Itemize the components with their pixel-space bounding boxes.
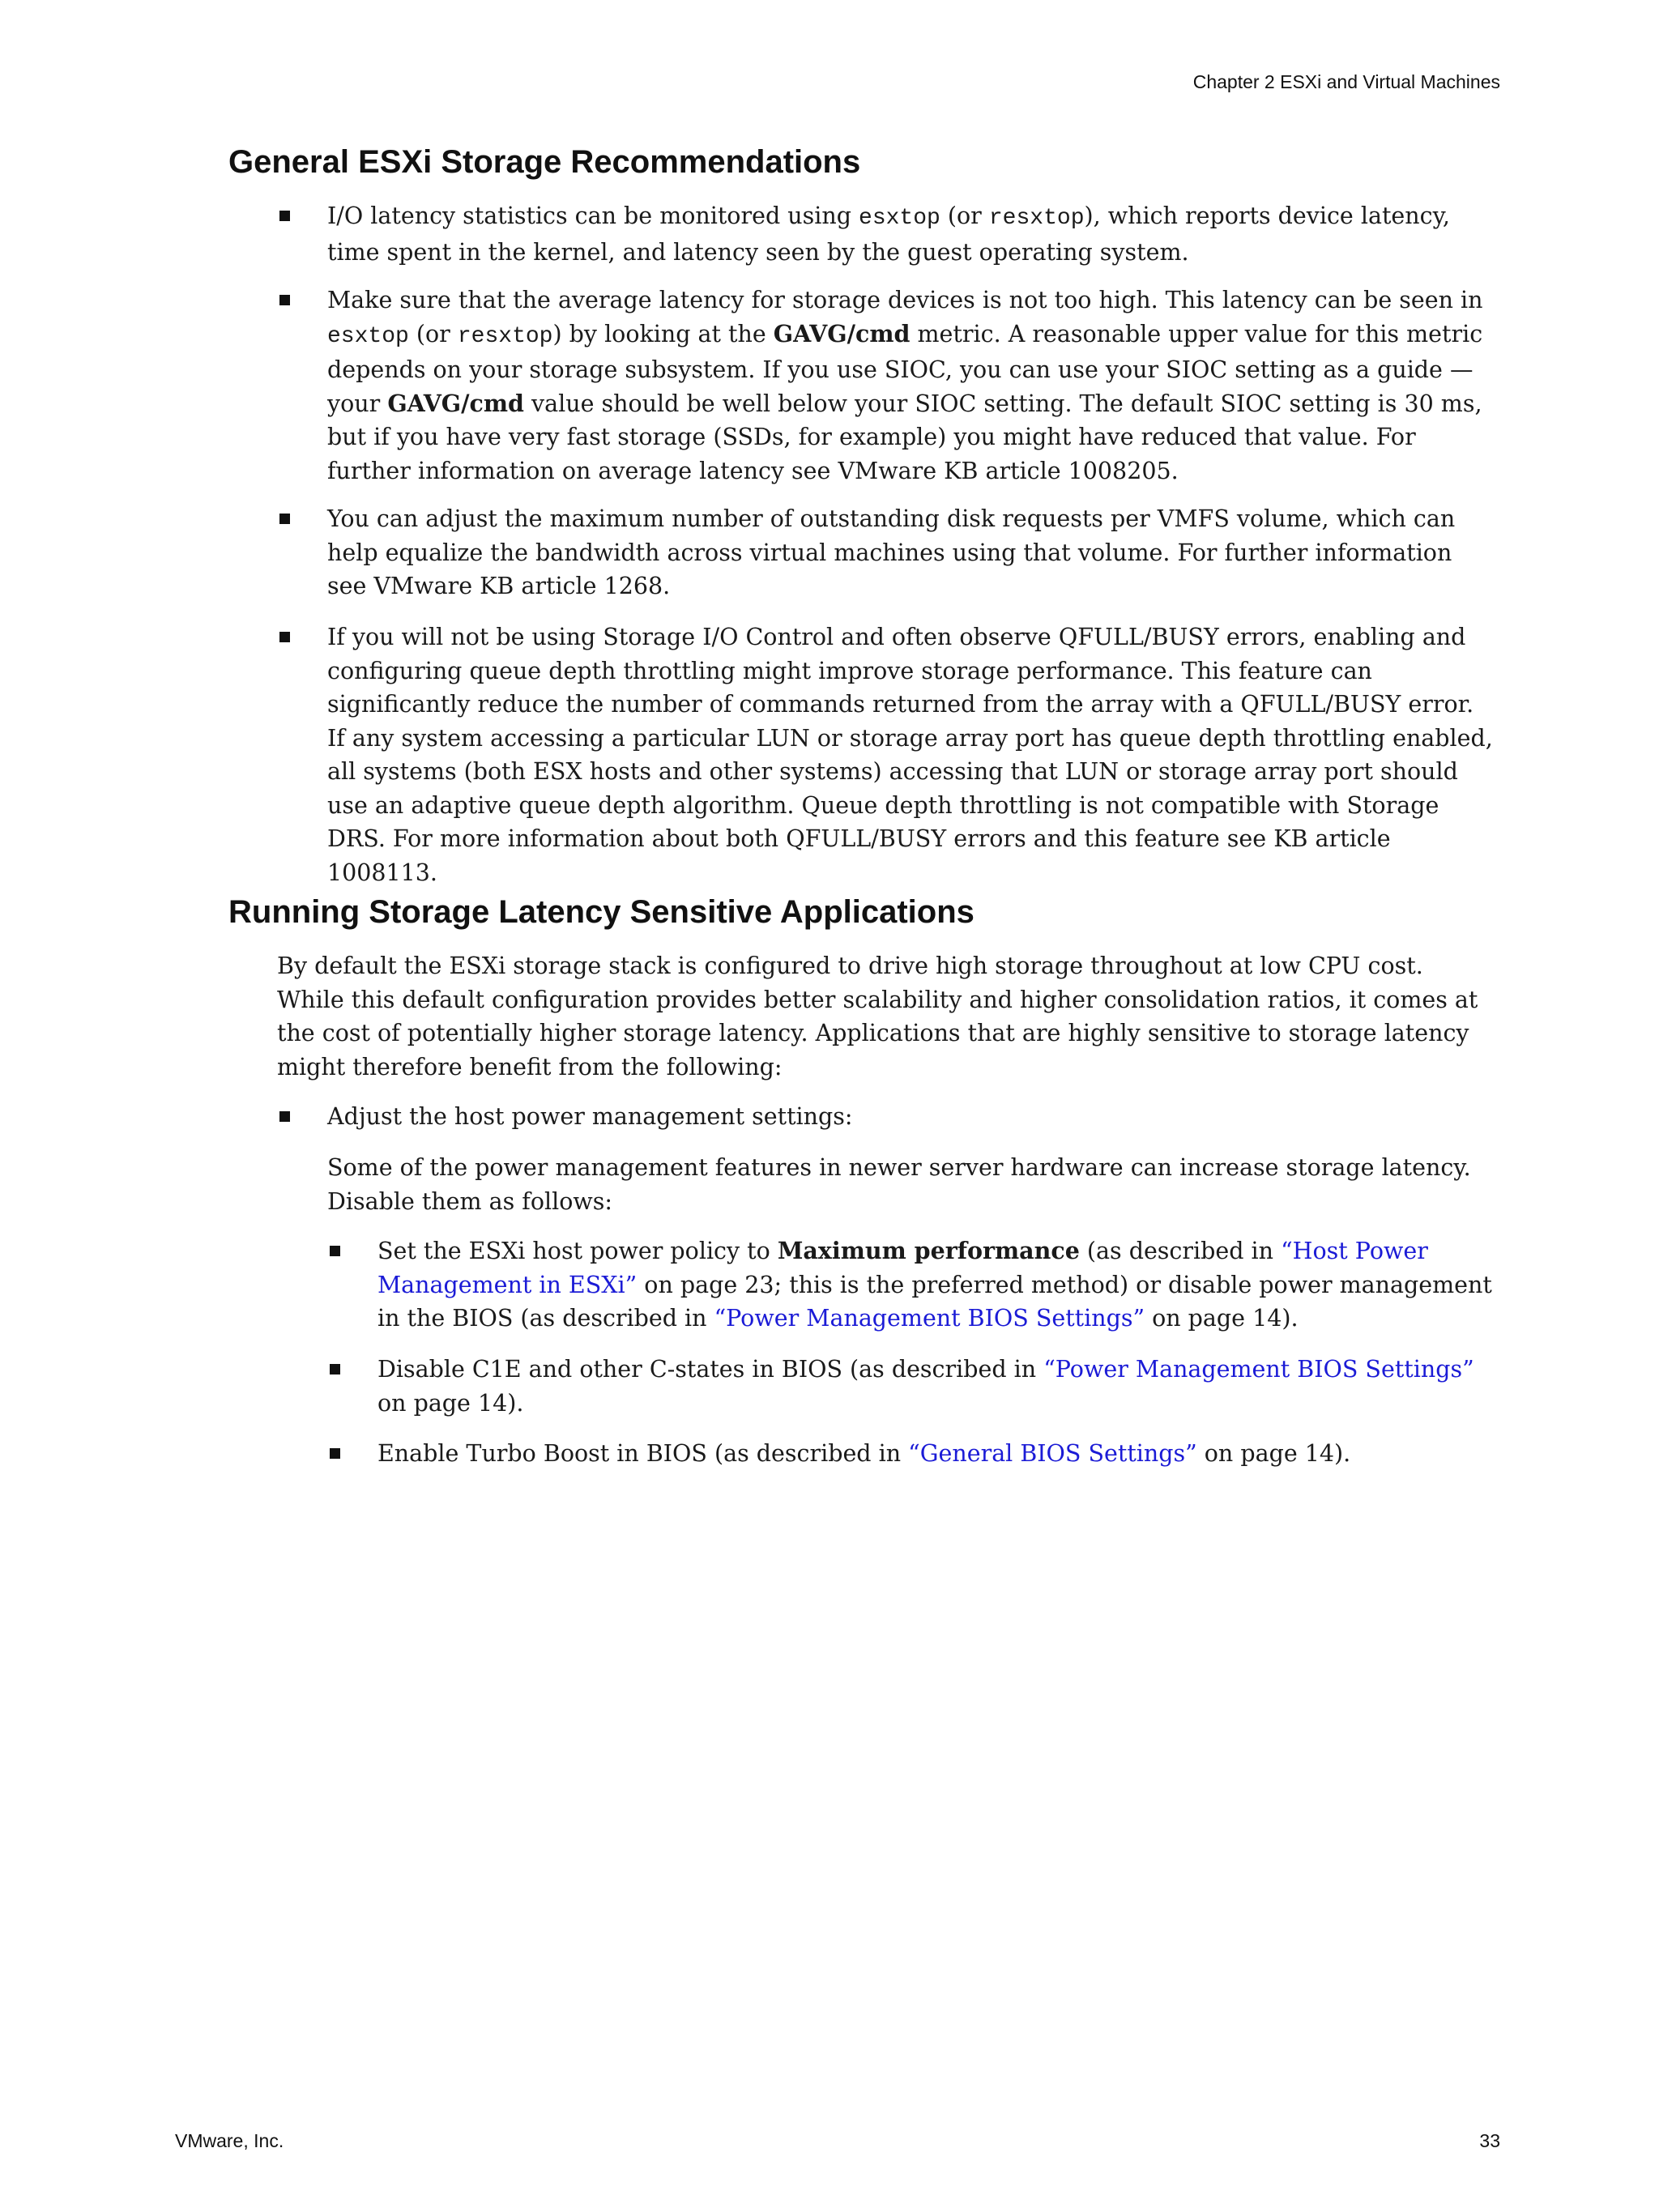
section-heading-latency-sensitive: Running Storage Latency Sensitive Applications: [228, 894, 975, 930]
command-resxtop: resxtop: [457, 323, 553, 349]
storage-bullet-latency-monitoring: [327, 199, 1494, 269]
sub-bullet-icon: [330, 1448, 340, 1459]
bullet-icon: [279, 1111, 290, 1122]
sub-bullet-icon: [330, 1246, 340, 1256]
setting-maximum-performance: Maximum performance: [777, 1237, 1080, 1264]
footer-company: VMware, Inc.: [175, 2130, 284, 2151]
text: ) by looking at the: [552, 320, 774, 347]
link-power-management-bios-settings[interactable]: “Power Management BIOS Settings”: [714, 1305, 1145, 1332]
text: Make sure that the average latency for storage devices is not too high. This latency can be seen in: [327, 287, 1483, 313]
text: (or: [940, 202, 989, 229]
text: on page 14).: [1145, 1305, 1299, 1332]
footer-page-number: 33: [1479, 2130, 1500, 2151]
latency-bullet-power-management: Adjust the host power management settings:: [327, 1103, 853, 1130]
storage-bullet-queue-depth: If you will not be using Storage I/O Control and often observe QFULL/BUSY errors, enabling and configuring queue depth throttling might improve storage performance. This feature can significantly reduce the number of commands returned from the array with a QFULL/BUSY error. If any system accessing a particular LUN or storage array port has queue depth throttling enabled, all systems (both ESX hosts and other systems) accessing that LUN or storage array port should use an adaptive queue depth algorithm. Queue depth throttling is not compatible with Storage DRS. For more information about both QFULL/BUSY errors and this feature see KB article 1008113.: [327, 624, 1493, 886]
text: value should be well below your SIOC setting. The default SIOC setting is 30 ms, but if you have very fast storage (SSDs, for example) you might have reduced that value. For further information on average latency see VMware KB article 1008205.: [327, 390, 1482, 484]
link-general-bios-settings[interactable]: “General BIOS Settings”: [908, 1440, 1197, 1467]
text: Set the ESXi host power policy to: [377, 1238, 778, 1264]
command-resxtop: resxtop: [988, 206, 1085, 231]
text: on page 14).: [1196, 1440, 1351, 1467]
text: on page 14).: [377, 1389, 524, 1417]
metric-gavg-cmd: GAVG/cmd: [773, 319, 911, 347]
sub-bullet-power-policy: [377, 1234, 1494, 1336]
bullet-icon: [279, 295, 290, 305]
bullet-icon: [279, 514, 290, 524]
sub-bullet-c-states: [377, 1353, 1494, 1420]
link-host-power-management[interactable]: “Host Power Management in ESXi”: [377, 1238, 1428, 1298]
link-power-management-bios-settings[interactable]: “Power Management BIOS Settings”: [1043, 1356, 1474, 1383]
command-esxtop: esxtop: [859, 206, 940, 231]
text: metric. A reasonable upper value for this metric depends on your storage subsystem. If you use SIOC, you can use your SIOC setting as a guide — your: [327, 320, 1483, 417]
text: (as described in: [1079, 1238, 1282, 1264]
latency-intro-paragraph: By default the ESXi storage stack is configured to drive high storage throughout at low CPU cost. While this default configuration provides better scalability and higher consolidation ratios, it comes at the cost of potentially higher storage latency. Applications that are highly sensitive to storage latency might therefore benefit from the following:: [277, 953, 1478, 1080]
text: I/O latency statistics can be monitored using: [327, 202, 859, 229]
section-heading-general-storage: General ESXi Storage Recommendations: [228, 144, 861, 180]
text: (or: [408, 320, 458, 347]
sub-bullet-turbo-boost: [377, 1437, 1494, 1471]
bullet-icon: [279, 211, 290, 221]
storage-bullet-outstanding-requests: You can adjust the maximum number of outstanding disk requests per VMFS volume, which can help equalize the bandwidth across virtual machines using that volume. For further information see VMware KB article 1268.: [327, 505, 1456, 599]
text: Enable Turbo Boost in BIOS (as described in: [377, 1440, 909, 1467]
bullet-icon: [279, 632, 290, 642]
sub-bullet-icon: [330, 1364, 340, 1375]
running-head: Chapter 2 ESXi and Virtual Machines: [1192, 71, 1500, 92]
power-management-paragraph: Some of the power management features in newer server hardware can increase storage latency. Disable them as follows:: [327, 1154, 1471, 1215]
storage-bullet-average-latency: [327, 283, 1494, 488]
text: on page 23; this is the preferred method) or disable power management in the BIOS (as described in: [377, 1271, 1492, 1332]
metric-gavg-cmd: GAVG/cmd: [387, 389, 524, 417]
command-esxtop: esxtop: [327, 323, 409, 349]
text: ), which reports device latency, time spent in the kernel, and latency seen by the guest operating system.: [327, 202, 1450, 266]
text: Disable C1E and other C-states in BIOS (as described in: [377, 1356, 1044, 1383]
